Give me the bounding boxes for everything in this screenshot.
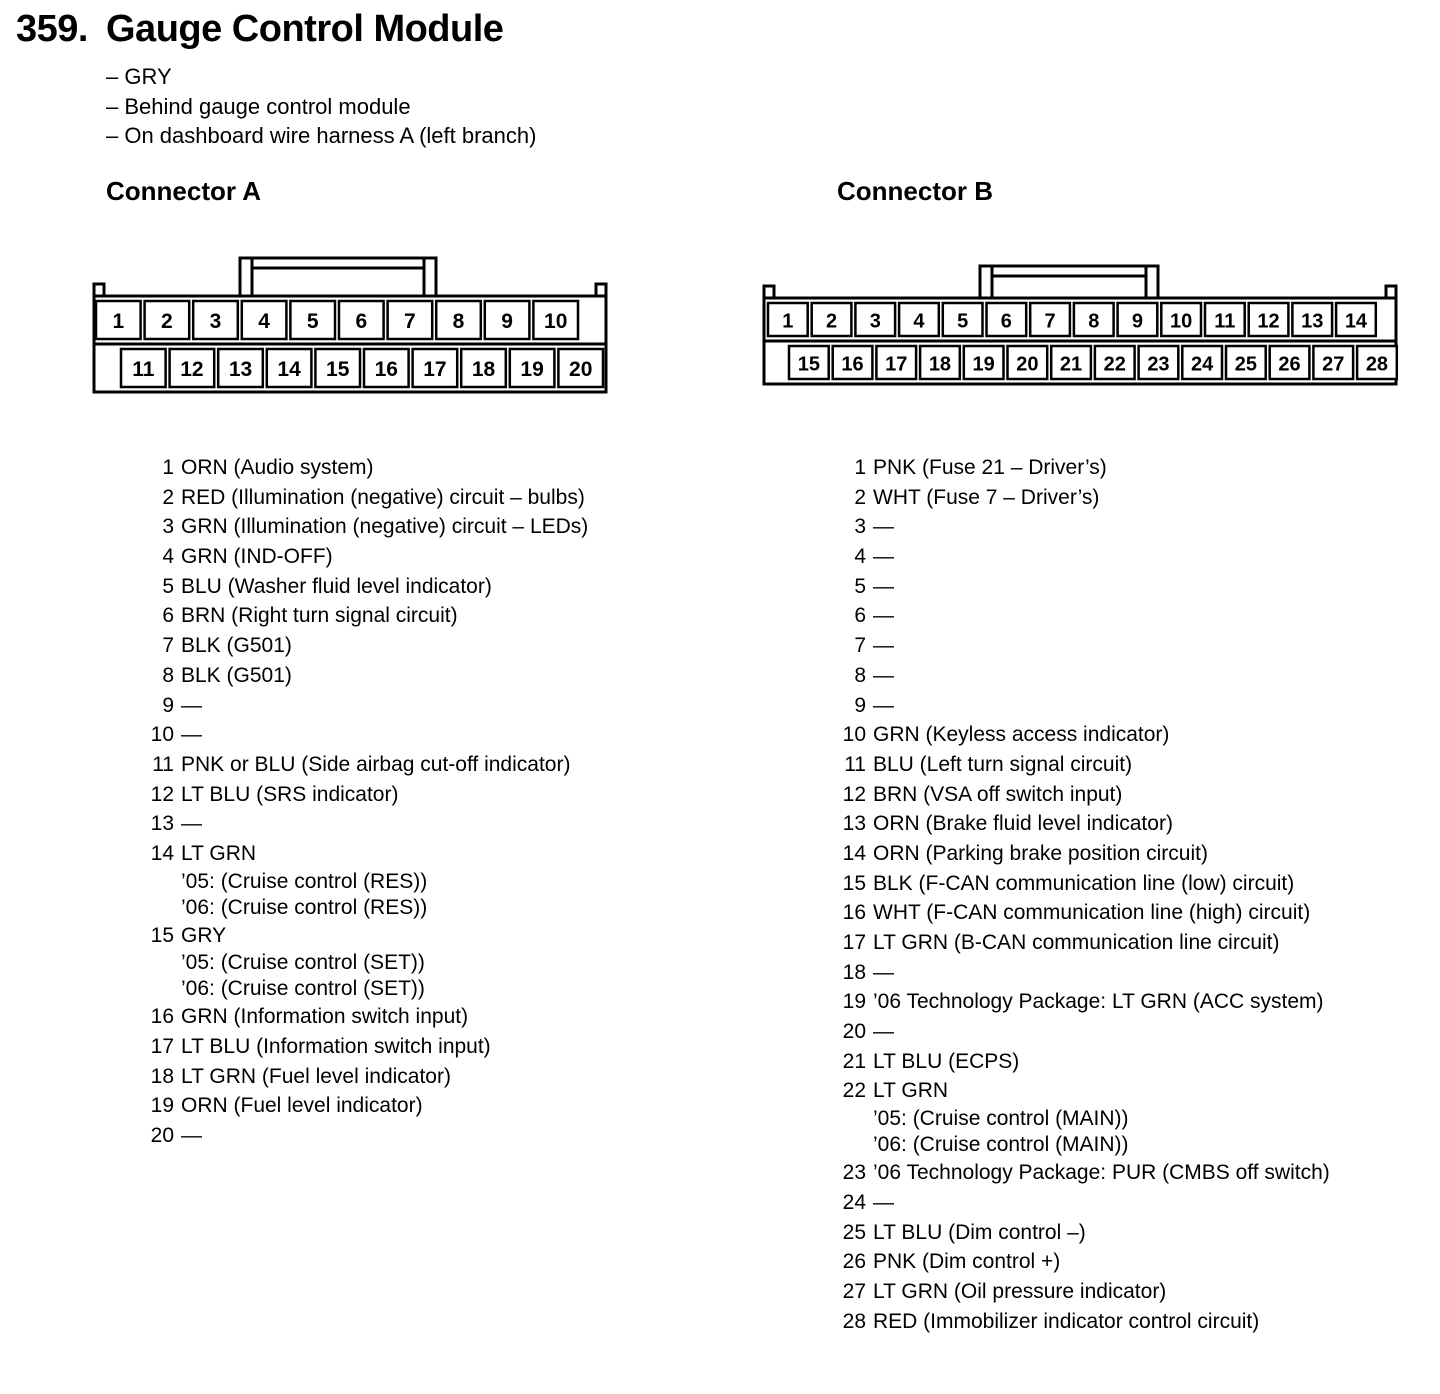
pin-description: — <box>873 1190 894 1214</box>
pin-description: BLU (Washer fluid level indicator) <box>181 574 492 598</box>
connector-a-pin-label-4: 4 <box>258 310 270 333</box>
connector-a-pin-19 <box>142 1091 588 1121</box>
connector-b-pin-label-6: 6 <box>1000 310 1012 333</box>
note-location: – Behind gauge control module <box>106 93 411 119</box>
connector-b-pin-label-23: 23 <box>1147 353 1170 376</box>
pin-number: 24 <box>842 1190 866 1214</box>
connector-b-pin-6 <box>834 601 1330 631</box>
pin-description: WHT (F-CAN communication line (high) circuit) <box>873 901 1311 925</box>
pin-number: 2 <box>854 485 866 509</box>
connector-a-pin-15-note <box>142 976 588 1002</box>
pin-number: 14 <box>150 841 174 865</box>
connector-a-pin-label-2: 2 <box>161 310 173 333</box>
connector-b-pin-label-9: 9 <box>1131 310 1144 333</box>
connector-b-pin-22-note <box>834 1132 1330 1158</box>
connector-a-pin-2 <box>142 483 588 513</box>
connector-a-pin-label-12: 12 <box>180 358 204 381</box>
pin-number <box>142 895 174 921</box>
pin-number: 6 <box>854 604 866 628</box>
connector-a-pin-6 <box>142 601 588 631</box>
pin-description: BLK (F-CAN communication line (low) circuit) <box>873 871 1295 895</box>
connector-a-pin-14-note <box>142 869 588 895</box>
connector-a-pin-label-13: 13 <box>228 358 253 381</box>
connector-a-pin-18 <box>142 1062 588 1092</box>
connector-b-latch <box>980 266 1158 298</box>
connector-b-pin-20 <box>834 1017 1330 1047</box>
connector-b-pin-2 <box>834 483 1330 513</box>
connector-b-pin-18 <box>834 958 1330 988</box>
connector-b-pin-27 <box>834 1277 1330 1307</box>
pin-description: LT GRN <box>873 1079 949 1103</box>
connector-b-pin-label-18: 18 <box>928 353 952 376</box>
pin-number: 27 <box>842 1279 866 1303</box>
pin-number: 21 <box>842 1049 866 1073</box>
connector-a-pin-5 <box>142 572 588 602</box>
title-text: Gauge Control Module <box>106 8 504 50</box>
pin-number: 26 <box>842 1250 866 1274</box>
pin-description: ORN (Parking brake position circuit) <box>873 841 1208 865</box>
pin-description: RED (Illumination (negative) circuit – bulbs) <box>181 485 585 509</box>
pin-number: 13 <box>150 812 174 836</box>
pin-description: LT BLU (SRS indicator) <box>181 782 399 806</box>
connector-a-pin-8 <box>142 661 588 691</box>
connector-a-pin-label-10: 10 <box>544 310 568 333</box>
pin-description: ’06 Technology Package: LT GRN (ACC system) <box>873 990 1324 1014</box>
pin-description: — <box>873 960 894 984</box>
pin-number: 12 <box>842 782 866 806</box>
pin-number: 4 <box>162 545 174 569</box>
pin-description: BRN (Right turn signal circuit) <box>181 604 458 628</box>
pin-number: 28 <box>842 1309 866 1333</box>
pin-description: — <box>873 634 894 658</box>
connector-b-pin-23 <box>834 1158 1330 1188</box>
connector-b-pin-5 <box>834 572 1330 602</box>
pin-number: 20 <box>150 1124 174 1148</box>
pin-description: ’05: (Cruise control (MAIN)) <box>873 1107 1129 1131</box>
pin-number: 13 <box>842 812 866 836</box>
pin-description: LT BLU (Information switch input) <box>181 1035 491 1058</box>
pin-number: 2 <box>162 485 174 509</box>
pin-description: BLK (G501) <box>181 663 292 687</box>
pin-description: ’06: (Cruise control (SET)) <box>181 977 425 1001</box>
connector-b-pin-label-3: 3 <box>869 310 881 333</box>
pin-number: 5 <box>854 574 866 598</box>
connector-b-pin-label-25: 25 <box>1234 353 1257 376</box>
pin-number: 15 <box>150 923 174 947</box>
pin-description: — <box>181 1124 202 1148</box>
pin-number: 5 <box>162 574 174 598</box>
pin-number <box>834 1132 866 1158</box>
connector-a-pin-label-5: 5 <box>306 310 319 333</box>
connector-a-pin-1 <box>142 453 588 483</box>
pin-number: 10 <box>842 723 866 747</box>
connector-a-pin-15-note <box>142 950 588 976</box>
pin-description: WHT (Fuse 7 – Driver’s) <box>873 485 1100 509</box>
pin-description: ’06: (Cruise control (MAIN)) <box>873 1133 1129 1157</box>
connector-b-pin-15 <box>834 869 1330 899</box>
connector-b-pin-label-17: 17 <box>885 353 908 376</box>
connector-b-pin-3 <box>834 512 1330 542</box>
pin-number: 3 <box>162 515 174 539</box>
pin-number: 7 <box>162 634 174 658</box>
connector-a-pin-9 <box>142 691 588 721</box>
pin-number: 19 <box>842 990 866 1014</box>
connector-b-right-ear <box>1386 286 1396 298</box>
pin-description: GRN (Illumination (negative) circuit – LEDs) <box>181 515 589 539</box>
pin-description: ORN (Brake fluid level indicator) <box>873 812 1173 836</box>
connector-b-pin-label-22: 22 <box>1103 353 1126 376</box>
connector-a-pin-label-20: 20 <box>569 358 593 381</box>
connector-b-pin-label-28: 28 <box>1365 353 1389 376</box>
connector-b-pin-label-12: 12 <box>1257 310 1280 333</box>
pin-number: 3 <box>854 515 866 539</box>
connector-b-pin-13 <box>834 809 1330 839</box>
connector-a-pin-15 <box>142 921 588 951</box>
pin-number: 15 <box>842 871 866 895</box>
connector-b-pin-19 <box>834 987 1330 1017</box>
connector-a-title: Connector A <box>106 176 262 206</box>
connector-a-pin-list <box>142 453 588 1151</box>
pin-description: — <box>873 604 894 628</box>
pin-number: 25 <box>842 1220 866 1244</box>
connector-b-pin-label-2: 2 <box>825 310 838 333</box>
connector-b-pin-list <box>834 453 1330 1336</box>
connector-a-pin-13 <box>142 809 588 839</box>
pin-number: 16 <box>842 901 866 925</box>
pin-number: 8 <box>854 663 866 687</box>
connector-b-pin-1 <box>834 453 1330 483</box>
pin-description: BRN (VSA off switch input) <box>873 782 1123 806</box>
pin-description: PNK (Dim control +) <box>873 1250 1061 1274</box>
pin-number: 14 <box>842 841 866 865</box>
pin-description: — <box>873 574 894 598</box>
connector-b-pin-4 <box>834 542 1330 572</box>
pin-number: 19 <box>150 1094 174 1118</box>
connector-b-pin-label-21: 21 <box>1059 353 1083 376</box>
connector-b-pin-28 <box>834 1307 1330 1337</box>
pin-description: — <box>873 663 894 687</box>
connector-a-pin-4 <box>142 542 588 572</box>
pin-description: — <box>181 812 202 836</box>
pin-number: 9 <box>854 693 866 717</box>
connector-b-pin-label-19: 19 <box>972 353 995 376</box>
connector-a-pin-label-9: 9 <box>501 310 513 333</box>
pin-number: 1 <box>854 456 866 479</box>
connector-a-pin-17 <box>142 1032 588 1062</box>
pin-description: — <box>873 1020 894 1044</box>
connector-a-pin-label-7: 7 <box>404 310 416 333</box>
pin-description: — <box>873 515 894 539</box>
connector-a-pin-label-3: 3 <box>209 310 222 333</box>
connector-a-pin-label-6: 6 <box>355 310 368 333</box>
pin-description: LT GRN (B-CAN communication line circuit) <box>873 931 1280 954</box>
pin-number: 6 <box>162 604 174 628</box>
connector-a-pin-3 <box>142 512 588 542</box>
connector-a-pin-label-17: 17 <box>423 358 447 381</box>
note-color: – GRY <box>106 64 172 89</box>
pin-number: 9 <box>162 693 174 717</box>
connector-a-pin-label-1: 1 <box>112 310 125 333</box>
connector-b-pin-label-1: 1 <box>782 310 794 333</box>
connector-b-pin-label-20: 20 <box>1016 353 1039 376</box>
connector-b-pin-8 <box>834 661 1330 691</box>
connector-b-pin-label-26: 26 <box>1278 353 1301 376</box>
pin-description: ’06 Technology Package: PUR (CMBS off switch) <box>873 1161 1330 1185</box>
connector-a-pin-12 <box>142 780 588 810</box>
connector-b-pin-label-16: 16 <box>841 353 864 376</box>
connector-b-pin-label-5: 5 <box>957 310 969 333</box>
pin-description: LT BLU (Dim control –) <box>873 1220 1086 1244</box>
pin-description: BLU (Left turn signal circuit) <box>873 752 1133 776</box>
connector-b-pin-22 <box>834 1076 1330 1106</box>
connector-b-pin-label-14: 14 <box>1344 310 1368 333</box>
connector-b-pin-25 <box>834 1218 1330 1248</box>
connector-b-pin-16 <box>834 898 1330 928</box>
pin-number: 11 <box>152 752 174 776</box>
connector-a-pin-label-15: 15 <box>326 358 350 381</box>
pin-description: GRN (Keyless access indicator) <box>873 723 1170 747</box>
connector-a-pin-7 <box>142 631 588 661</box>
connector-b-left-ear <box>764 286 774 298</box>
connector-b-pin-label-11: 11 <box>1214 310 1236 333</box>
pin-description: GRN (IND-OFF) <box>181 545 333 569</box>
connector-b-pin-21 <box>834 1047 1330 1077</box>
pin-description: ’05: (Cruise control (SET)) <box>181 951 425 975</box>
connector-b-pin-label-10: 10 <box>1170 310 1193 333</box>
pin-description: ORN (Audio system) <box>181 456 374 479</box>
connector-a-pin-label-14: 14 <box>277 358 301 381</box>
connector-a-pin-16 <box>142 1002 588 1032</box>
connector-a-pin-label-8: 8 <box>452 310 465 333</box>
connector-b-pin-label-13: 13 <box>1301 310 1324 333</box>
pin-description: GRY <box>181 923 227 947</box>
pin-description: BLK (G501) <box>181 634 292 658</box>
connector-b-pin-label-15: 15 <box>797 353 820 376</box>
connector-a-pin-label-11: 11 <box>132 358 155 381</box>
pin-number: 18 <box>842 960 866 984</box>
pin-number <box>142 950 174 976</box>
pin-number: 8 <box>162 663 174 687</box>
pin-description: LT GRN (Fuel level indicator) <box>181 1064 451 1088</box>
pin-number: 12 <box>150 782 174 806</box>
pin-description: LT GRN (Oil pressure indicator) <box>873 1279 1167 1303</box>
connector-a-pin-14 <box>142 839 588 869</box>
connector-b-pin-22-note <box>834 1106 1330 1132</box>
connector-a-pin-14-note <box>142 895 588 921</box>
connector-a-pin-label-19: 19 <box>520 358 544 381</box>
pin-description: PNK (Fuse 21 – Driver’s) <box>873 456 1107 479</box>
connector-b-pin-label-4: 4 <box>913 310 925 333</box>
pin-description: ’06: (Cruise control (RES)) <box>181 895 428 919</box>
pin-description: LT GRN <box>181 841 257 865</box>
connector-b-pin-24 <box>834 1188 1330 1218</box>
connector-b-pin-14 <box>834 839 1330 869</box>
pin-description: GRN (Information switch input) <box>181 1005 469 1029</box>
pin-description: — <box>873 545 894 569</box>
pin-number: 17 <box>842 931 866 954</box>
pin-description: PNK or BLU (Side airbag cut-off indicator) <box>181 752 571 776</box>
pin-number: 4 <box>854 545 866 569</box>
connector-a-pin-label-16: 16 <box>374 358 398 381</box>
connector-b-pin-26 <box>834 1247 1330 1277</box>
pin-number: 22 <box>842 1079 866 1103</box>
connector-b-pin-11 <box>834 750 1330 780</box>
connector-b-pin-9 <box>834 691 1330 721</box>
connector-b-pin-label-8: 8 <box>1088 310 1100 333</box>
connector-a-pin-label-18: 18 <box>471 358 496 381</box>
pin-number <box>142 976 174 1002</box>
pin-number: 16 <box>150 1005 174 1029</box>
connector-b-pin-label-27: 27 <box>1322 353 1345 376</box>
pin-description: — <box>181 723 202 747</box>
connector-b-pin-label-24: 24 <box>1191 353 1214 376</box>
pin-number: 11 <box>844 752 866 776</box>
pin-description: RED (Immobilizer indicator control circuit) <box>873 1309 1260 1333</box>
connector-a-pin-20 <box>142 1121 588 1151</box>
note-harness: – On dashboard wire harness A (left branch) <box>106 123 537 148</box>
connector-b-pin-label-7: 7 <box>1044 310 1056 333</box>
pin-description: LT BLU (ECPS) <box>873 1049 1020 1073</box>
connector-a-pin-11 <box>142 750 588 780</box>
pin-description: ORN (Fuel level indicator) <box>181 1094 423 1118</box>
connector-a-pin-10 <box>142 720 588 750</box>
pin-description: ’05: (Cruise control (RES)) <box>181 869 428 893</box>
pin-number: 1 <box>162 456 174 479</box>
pin-number: 18 <box>150 1064 174 1088</box>
pin-description: — <box>873 693 894 717</box>
pin-number <box>834 1106 866 1132</box>
pin-number: 10 <box>150 723 174 747</box>
connector-b-title: Connector B <box>837 176 993 206</box>
pin-number <box>142 869 174 895</box>
pin-number: 7 <box>854 634 866 658</box>
pin-number: 23 <box>842 1161 866 1185</box>
connector-b-pin-10 <box>834 720 1330 750</box>
section-number: 359. <box>16 8 88 50</box>
pin-number: 20 <box>842 1020 866 1044</box>
pin-description: — <box>181 693 202 717</box>
connector-b-pin-7 <box>834 631 1330 661</box>
pin-number: 17 <box>150 1035 174 1058</box>
connector-b-pin-12 <box>834 780 1330 810</box>
connector-b-pin-17 <box>834 928 1330 958</box>
